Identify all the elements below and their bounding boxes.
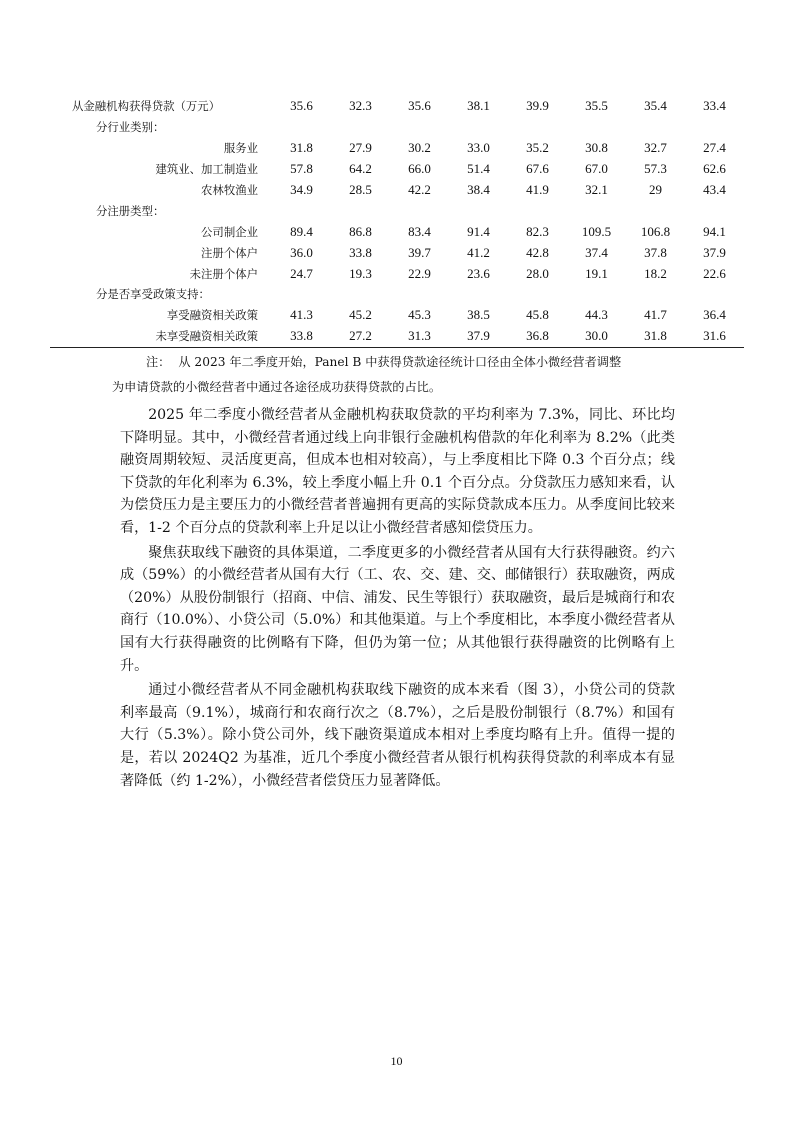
table-cell bbox=[390, 284, 449, 305]
table-cell: 67.6 bbox=[526, 161, 549, 177]
table-cell bbox=[567, 117, 626, 138]
row-label: 建筑业、加工制造业 bbox=[155, 162, 258, 177]
table-row bbox=[50, 305, 744, 326]
table-row bbox=[50, 200, 744, 221]
table-cell: 32.7 bbox=[644, 140, 667, 156]
table-cell: 37.4 bbox=[585, 244, 608, 260]
table-note bbox=[112, 350, 692, 400]
table-cell: 42.8 bbox=[526, 244, 549, 260]
table-cell: 28.5 bbox=[349, 182, 372, 197]
table-cell: 39.7 bbox=[408, 244, 431, 260]
body-text bbox=[120, 404, 675, 794]
table-cell: 57.8 bbox=[290, 161, 313, 177]
table-cell: 62.6 bbox=[703, 161, 726, 177]
table-cell: 57.3 bbox=[644, 161, 667, 177]
table-row bbox=[50, 138, 744, 159]
category-label: 分是否享受政策支持： bbox=[96, 287, 210, 302]
table-row bbox=[50, 117, 744, 138]
table-cell: 31.6 bbox=[685, 326, 744, 347]
table-cell: 41.9 bbox=[526, 182, 549, 197]
table-cell bbox=[508, 117, 567, 138]
table-cell: 30.2 bbox=[408, 140, 431, 156]
table-cell bbox=[626, 284, 685, 305]
table-cell: 106.8 bbox=[640, 223, 671, 239]
table-cell: 30.0 bbox=[567, 326, 626, 347]
note-line-1: 从 2023 年二季度开始，Panel B 中获得贷款途径统计口径由全体小微经营者调整 bbox=[178, 355, 622, 369]
table-cell bbox=[626, 117, 685, 138]
table-cell: 37.9 bbox=[703, 244, 726, 260]
table-cell: 35.6 bbox=[408, 98, 431, 114]
table-cell: 35.2 bbox=[526, 140, 549, 156]
loan-amount-table bbox=[50, 96, 744, 348]
note-line-2: 为申请贷款的小微经营者中通过各途径成功获得贷款的占比。 bbox=[112, 380, 442, 394]
table-cell bbox=[331, 200, 390, 221]
table-cell: 33.4 bbox=[703, 98, 726, 114]
table-cell bbox=[567, 200, 626, 221]
table-cell bbox=[567, 284, 626, 305]
table-cell: 37.8 bbox=[644, 244, 667, 260]
table-cell: 27.9 bbox=[349, 140, 372, 156]
table-cell: 24.7 bbox=[290, 265, 313, 281]
table-cell: 36.8 bbox=[508, 326, 567, 347]
table-cell bbox=[626, 200, 685, 221]
table-cell: 33.0 bbox=[467, 140, 490, 156]
table-cell: 33.8 bbox=[272, 326, 331, 347]
table-cell bbox=[331, 284, 390, 305]
table-cell: 30.8 bbox=[585, 140, 608, 156]
table-cell bbox=[449, 200, 508, 221]
table-cell: 33.8 bbox=[349, 244, 372, 260]
row-label: 注册个体户 bbox=[201, 245, 258, 260]
table-cell: 83.4 bbox=[408, 223, 431, 239]
table-cell bbox=[331, 117, 390, 138]
row-label: 未注册个体户 bbox=[189, 266, 258, 281]
table-cell: 67.0 bbox=[585, 161, 608, 177]
table-cell: 32.1 bbox=[585, 182, 608, 197]
table-row bbox=[50, 221, 744, 242]
table-cell: 109.5 bbox=[581, 223, 612, 239]
table-cell: 22.6 bbox=[703, 265, 726, 281]
table-cell: 27.2 bbox=[331, 326, 390, 347]
table-row bbox=[50, 159, 744, 180]
row-label: 从金融机构获得贷款（万元） bbox=[72, 99, 221, 114]
table-cell: 29 bbox=[649, 182, 662, 197]
table-cell: 32.3 bbox=[349, 98, 372, 114]
table-row bbox=[50, 96, 744, 117]
table-cell: 94.1 bbox=[703, 223, 726, 239]
table-cell bbox=[685, 117, 744, 138]
table-cell: 82.3 bbox=[526, 223, 549, 239]
table-cell: 36.0 bbox=[290, 244, 313, 260]
table-cell: 91.4 bbox=[467, 223, 490, 239]
table-cell: 36.4 bbox=[703, 307, 726, 323]
table-cell: 45.3 bbox=[408, 307, 431, 323]
table-cell: 89.4 bbox=[290, 223, 313, 239]
table-cell: 38.1 bbox=[467, 98, 490, 114]
table-cell: 37.9 bbox=[449, 326, 508, 347]
paragraph-interest-rate: 2025 年二季度小微经营者从金融机构获取贷款的平均利率为 7.3%，同比、环比均下降明显。其中，小微经营者通过线上向非银行金融机构借款的年化利率为 8.2%（此类融资周期较短、灵活度更高，但成本也相对较高），与上季度相比下降 0.3 个百分点；线下贷款的年化利率为 6.3%，较上季度小幅上升 0.1 个百分点。分贷款压力感知来看，认为偿贷压力是主要压力的小微经营者普遍拥有更高的实际贷款成本压力。从季度间比较来看，1-2 个百分点的贷款利率上升足以让小微经营者感知偿贷压力。 bbox=[120, 407, 675, 536]
table-cell bbox=[508, 200, 567, 221]
table-cell: 18.2 bbox=[644, 265, 667, 281]
row-label: 公司制企业 bbox=[201, 224, 258, 239]
table-cell bbox=[272, 284, 331, 305]
table-row bbox=[50, 326, 744, 347]
table-cell: 41.3 bbox=[290, 307, 313, 323]
table-cell: 35.4 bbox=[644, 98, 667, 114]
table-cell bbox=[685, 284, 744, 305]
table-cell: 66.0 bbox=[408, 161, 431, 177]
table-cell bbox=[449, 117, 508, 138]
table-cell: 34.9 bbox=[290, 182, 313, 197]
table-cell: 45.8 bbox=[526, 307, 549, 323]
table-cell: 64.2 bbox=[349, 161, 372, 177]
page-number: 10 bbox=[390, 1054, 403, 1068]
table-cell: 41.2 bbox=[467, 244, 490, 260]
table-cell: 45.2 bbox=[349, 307, 372, 323]
table-cell: 38.5 bbox=[467, 307, 490, 323]
note-label: 注： bbox=[146, 355, 171, 369]
table-cell: 38.4 bbox=[467, 182, 490, 197]
table-cell: 43.4 bbox=[703, 182, 726, 197]
table-cell: 23.6 bbox=[467, 265, 490, 281]
table-cell: 35.5 bbox=[585, 98, 608, 114]
row-label: 未享受融资相关政策 bbox=[50, 326, 272, 347]
table-cell bbox=[272, 117, 331, 138]
row-label: 服务业 bbox=[223, 141, 258, 156]
table-row bbox=[50, 242, 744, 263]
table-cell: 86.8 bbox=[349, 223, 372, 239]
table-row bbox=[50, 180, 744, 201]
table-cell bbox=[272, 200, 331, 221]
table-cell bbox=[685, 200, 744, 221]
row-label: 享受融资相关政策 bbox=[166, 308, 258, 323]
table-cell: 41.7 bbox=[644, 307, 667, 323]
table-cell: 19.1 bbox=[585, 265, 608, 281]
table-cell: 28.0 bbox=[526, 265, 549, 281]
table-cell: 22.9 bbox=[408, 265, 431, 281]
table-cell bbox=[390, 117, 449, 138]
table-cell: 39.9 bbox=[526, 98, 549, 114]
category-label: 分注册类型： bbox=[96, 203, 165, 218]
row-label: 农林牧渔业 bbox=[201, 183, 258, 197]
table-cell bbox=[449, 284, 508, 305]
table-row bbox=[50, 263, 744, 284]
table-cell: 35.6 bbox=[290, 98, 313, 114]
table-cell: 42.2 bbox=[408, 182, 431, 197]
table-cell: 27.4 bbox=[703, 140, 726, 156]
table-cell: 31.8 bbox=[290, 140, 313, 156]
table-cell bbox=[508, 284, 567, 305]
table-cell: 44.3 bbox=[585, 307, 608, 323]
table-row bbox=[50, 284, 744, 305]
table-cell: 31.8 bbox=[626, 326, 685, 347]
table-cell: 51.4 bbox=[467, 161, 490, 177]
table-cell: 19.3 bbox=[349, 265, 372, 281]
category-label: 分行业类别： bbox=[96, 120, 165, 135]
table-cell bbox=[390, 200, 449, 221]
paragraph-financing-channels: 聚焦获取线下融资的具体渠道，二季度更多的小微经营者从国有大行获得融资。约六成（59%）的小微经营者从国有大行（工、农、交、建、交、邮储银行）获取融资，两成（20%）从股份制银行（招商、中信、浦发、民生等银行）获取融资，最后是城商行和农商行（10.0%）、小贷公司（5.0%）和其他渠道。与上个季度相比，本季度小微经营者从国有大行获得融资的比例略有下降，但仍为第一位；从其他银行获得融资的比例略有上升。 bbox=[120, 544, 675, 674]
paragraph-financing-cost: 通过小微经营者从不同金融机构获取线下融资的成本来看（图 3），小贷公司的贷款利率最高（9.1%），城商行和农商行次之（8.7%），之后是股份制银行（8.7%）和国有大行（5.3%）。除小贷公司外，线下融资渠道成本相对上季度均略有上升。值得一提的是，若以 2024Q2 为基准，近几个季度小微经营者从银行机构获得贷款的利率成本有显著降低（约 1-2%），小微经营者偿贷压力显著降低。 bbox=[120, 682, 675, 789]
table-cell: 31.3 bbox=[390, 326, 449, 347]
